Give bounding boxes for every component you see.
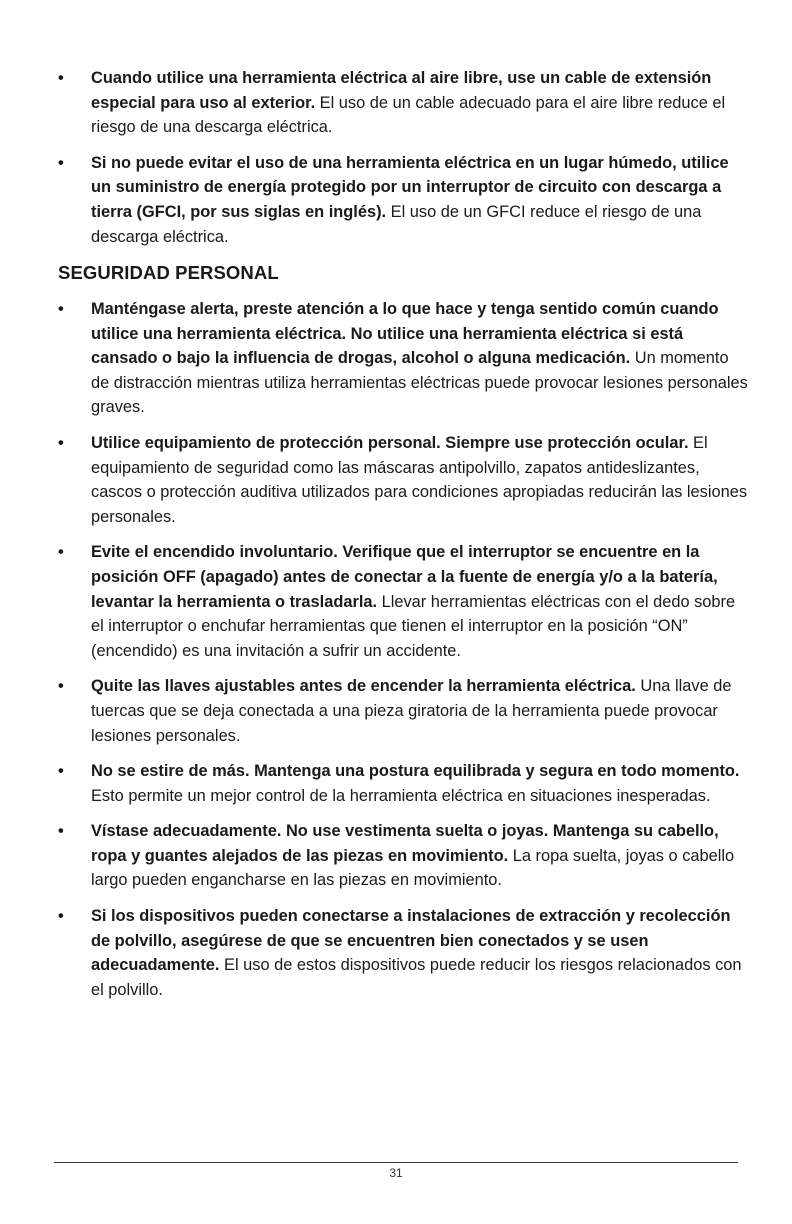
bullet-icon: • [58,677,64,696]
list-item [58,151,748,249]
list-item [58,904,748,1002]
page-number: 31 [389,1166,403,1180]
list-item [58,540,748,663]
list-item [58,431,748,529]
bullet-icon: • [58,69,64,87]
bullet-icon: • [58,907,64,926]
item-text: El uso de un cable adecuado para el aire libre reduce el riesgo de una descarga eléctrica. [91,93,726,137]
item-text: La ropa suelta, joyas o cabello largo pueden engancharse en las piezas en movimiento. [91,846,735,890]
item-bold-text: Vístase adecuadamente. No use vestimenta suelta o joyas. Mantenga su cabello, ropa y guantes alejados de las piezas en movimiento. [91,822,719,865]
list-item [58,674,748,748]
item-text: Una llave de tuercas que se deja conectada a una pieza giratoria de la herramienta puede provocar lesiones personales. [91,677,732,745]
personal-safety-list [58,297,748,1002]
item-text: El equipamiento de seguridad como las máscaras antipolvillo, zapatos antideslizantes, cascos o protección auditiva utilizados para condiciones apropiadas reducirán las lesiones personales. [91,433,748,526]
bullet-icon: • [58,433,64,452]
bullet-icon: • [58,822,64,841]
list-item [58,66,748,140]
footer-divider [54,1162,738,1163]
bullet-icon: • [58,543,64,562]
item-bold-text: No se estire de más. Mantenga una postura equilibrada y segura en todo momento. [91,762,740,781]
bullet-icon: • [58,762,64,781]
list-item [58,819,748,893]
item-bold-text: Quite las llaves ajustables antes de encender la herramienta eléctrica. [91,677,636,696]
item-bold-text: Cuando utilice una herramienta eléctrica al aire libre, use un cable de extensión especial para uso al exterior. [91,69,712,112]
item-text: Un momento de distracción mientras utiliza herramientas eléctricas puede provocar lesiones personales graves. [91,349,748,417]
item-text: Llevar herramientas eléctricas con el dedo sobre el interruptor o enchufar herramientas que tienen el interruptor en la posición “ON” (encendido) es una invitación a sufrir un accidente. [91,592,736,660]
item-bold-text: Si no puede evitar el uso de una herramienta eléctrica en un lugar húmedo, utilice un suministro de energía protegido por un interruptor de circuito con descarga a tierra (GFCI, por sus siglas en inglés). [91,153,729,221]
item-bold-text: Manténgase alerta, preste atención a lo que hace y tenga sentido común cuando utilice una herramienta eléctrica. No utilice una herramienta eléctrica si está cansado o bajo la influencia de drogas, alcohol o alguna medicación. [91,300,719,368]
item-text: El uso de estos dispositivos puede reducir los riesgos relacionados con el polvillo. [91,956,742,999]
item-bold-text: Utilice equipamiento de protección personal. Siempre use protección ocular. [91,433,689,452]
item-text: Esto permite un mejor control de la herramienta eléctrica en situaciones inesperadas. [91,786,711,805]
item-bold-text: Si los dispositivos pueden conectarse a instalaciones de extracción y recolección de polvillo, asegúrese de que se encuentren bien conectados y se usen adecuadamente. [91,907,731,975]
bullet-icon: • [58,153,64,172]
list-item [58,297,748,420]
item-bold-text: Evite el encendido involuntario. Verifique que el interruptor se encuentre en la posición OFF (apagado) antes de conectar a la fuente de energía y/o a la batería, levantar la herramienta o trasladarla. [91,543,718,611]
bullet-icon: • [58,300,64,318]
item-text: El uso de un GFCI reduce el riesgo de una descarga eléctrica. [91,202,702,246]
electrical-safety-list [58,66,748,249]
list-item [58,759,748,808]
section-heading: SEGURIDAD PERSONAL [58,262,279,283]
